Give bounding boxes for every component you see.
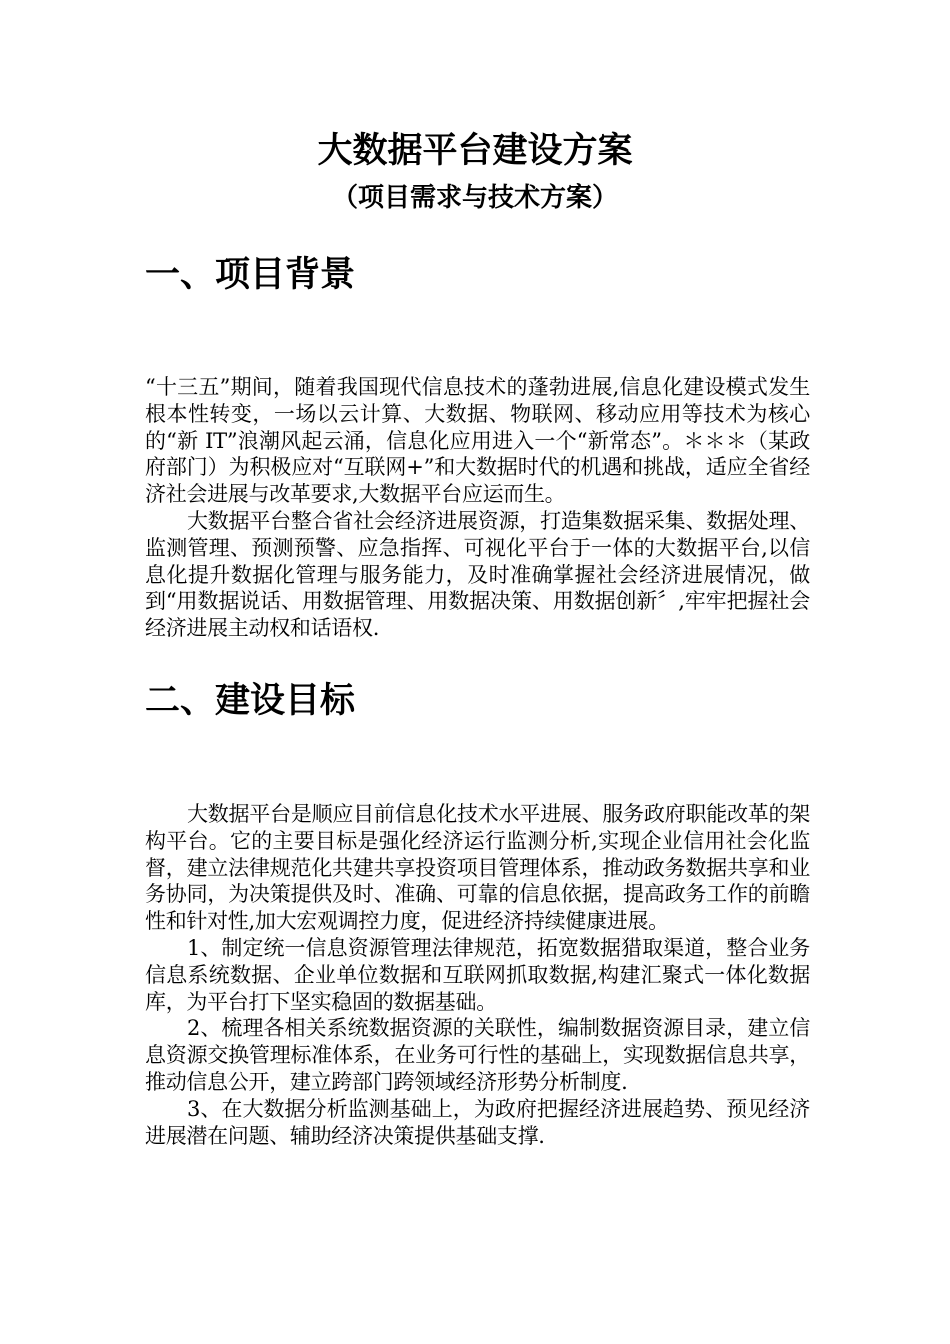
section-body-goals — [145, 801, 810, 1149]
section-heading-background: 一、项目背景 — [145, 254, 356, 295]
goal-item-2: 2、梳理各相关系统数据资源的关联性，编制数据资源目录，建立信息资源交换管理标准体系，在业务可行性的基础上，实现数据信息共享，推动信息公开，建立跨部门跨领域经济形势分析制度. — [145, 1016, 810, 1094]
paragraph: 大数据平台整合省社会经济进展资源，打造集数据采集、数据处理、监测管理、预测预警、应急指挥、可视化平台于一体的大数据平台,以信息化提升数据化管理与服务能力，及时准确掌握社会经济进展情况，做到“用数据说话、用数据管理、用数据决策、用数据创新〞,牢牢把握社会经济进展主动权和话语权. — [145, 508, 810, 641]
section-heading-goals: 二、建设目标 — [145, 680, 356, 721]
paragraph: 大数据平台是顺应目前信息化技术水平进展、服务政府职能改革的架构平台。它的主要目标是强化经济运行监测分析,实现企业信用社会化监督，建立法律规范化共建共享投资项目管理体系，推动政务数据共享和业务协同，为决策提供及时、准确、可靠的信息依据，提高政务工作的前瞻性和针对性,加大宏观调控力度，促进经济持续健康进展。 — [145, 802, 810, 934]
document-title: 大数据平台建设方案 — [317, 130, 633, 171]
paragraph: “十三五”期间，随着我国现代信息技术的蓬勃进展,信息化建设模式发生根本性转变，一场以云计算、大数据、物联网、移动应用等技术为核心的“新 IT”浪潮风起云涌，信息化应用进入一个“新常态”。＊＊＊（某政府部门）为积极应对“互联网+”和大数据时代的机遇和挑战，适应全省经济社会进展与改革要求,大数据平台应运而生。 — [145, 375, 810, 507]
section-body-background — [145, 374, 810, 642]
goal-item-3: 3、在大数据分析监测基础上，为政府把握经济进展趋势、预见经济进展潜在问题、辅助经济决策提供基础支撑. — [145, 1096, 810, 1148]
goal-item-1: 1、制定统一信息资源管理法律规范，拓宽数据猎取渠道，整合业务信息系统数据、企业单位数据和互联网抓取数据,构建汇聚式一体化数据库，为平台打下坚实稳固的数据基础。 — [145, 935, 810, 1014]
document-subtitle: （项目需求与技术方案） — [331, 183, 618, 213]
